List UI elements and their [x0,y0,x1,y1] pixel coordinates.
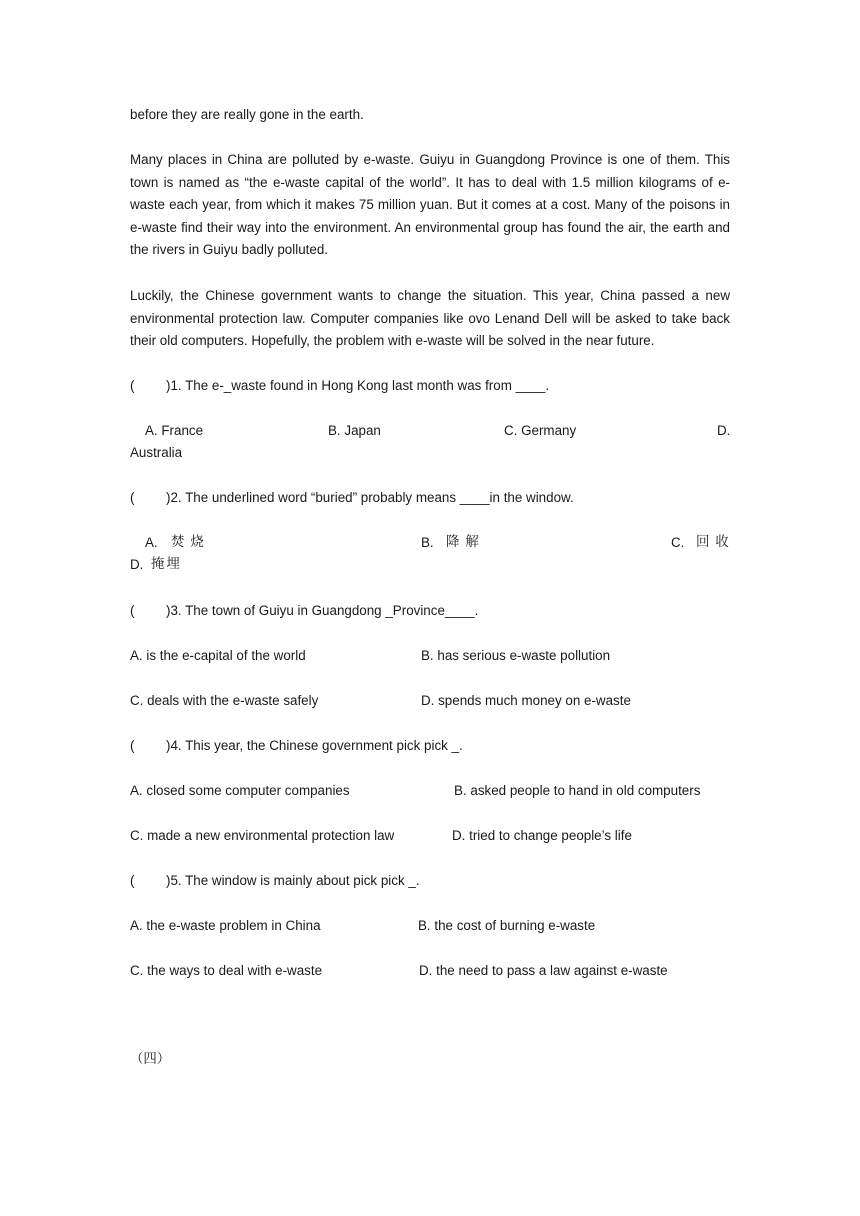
question-4 [130,735,730,758]
option-b: B. asked people to hand in old computers [454,783,701,798]
option-c: C. the ways to deal with e-waste [130,963,323,978]
answer-blank-paren: ( [130,378,135,393]
option-a: A. closed some computer companies [130,783,350,798]
option-d-text: 掩埋 [151,557,182,572]
question-2 [130,487,730,510]
option-b: B. the cost of burning e-waste [418,918,596,933]
option-b-label: B. [421,535,434,550]
option-c: C. made a new environmental protection law [130,828,395,843]
passage-paragraph-2: Luckily, the Chinese government wants to change the situation. This year, China passed a new environmental protection law. Computer companies like ovo Lenand Dell will be asked to take back their old computers. Hopefully, the problem with e-waste will be solved in the near future. [130,288,730,349]
option-c: C. deals with the e-waste safely [130,693,319,708]
question-1 [130,375,730,398]
answer-blank-paren: ( [130,738,135,753]
option-d-label: D. [717,423,731,438]
option-b: B. Japan [328,423,381,438]
question-stem: )1. The e-_waste found in Hong Kong last month was from ____. [166,378,550,393]
answer-blank-paren: ( [130,873,135,888]
option-b: B. has serious e-waste pollution [421,648,611,663]
option-a: A. is the e-capital of the world [130,648,306,663]
option-d: D. the need to pass a law against e-waste [419,963,668,978]
question-3 [130,600,730,623]
option-a-label: A. [145,535,158,550]
option-c-label: C. [671,535,685,550]
option-d-text: Australia [130,445,183,460]
question-5 [130,870,730,893]
option-d: D. spends much money on e-waste [421,693,631,708]
option-d-label: D. [130,557,144,572]
answer-blank-paren: ( [130,603,135,618]
option-a: A. the e-waste problem in China [130,918,321,933]
question-stem: )5. The window is mainly about pick pick _. [166,873,420,888]
option-d: D. tried to change people’s life [452,828,632,843]
question-stem: )4. This year, the Chinese government pick pick _. [166,738,463,753]
passage-paragraph-0: before they are really gone in the earth. [130,107,364,122]
question-2-options [130,532,735,578]
question-stem: )2. The underlined word “buried” probably means ____in the window. [166,490,574,505]
question-stem: )3. The town of Guiyu in Guangdong _Province____. [166,603,479,618]
option-b-text: 降解 [446,535,485,550]
answer-blank-paren: ( [130,490,135,505]
option-c: C. Germany [504,423,577,438]
option-a-text: 焚烧 [171,535,210,550]
section-label: （四） [130,1052,171,1067]
passage-paragraph-1: Many places in China are polluted by e-waste. Guiyu in Guangdong Province is one of them. This town is named as “the e-waste capital of the world”. It has to deal with 1.5 million kilograms of e-waste each year, from which it makes 75 million yuan. But it comes at a cost. Many of the poisons in e-waste find their way into the environment. An environmental group has found the air, the earth and the rivers in Guiyu badly polluted. [130,152,730,258]
option-a: A. France [145,423,204,438]
option-c-text: 回收 [696,535,735,550]
question-1-options [130,420,730,466]
